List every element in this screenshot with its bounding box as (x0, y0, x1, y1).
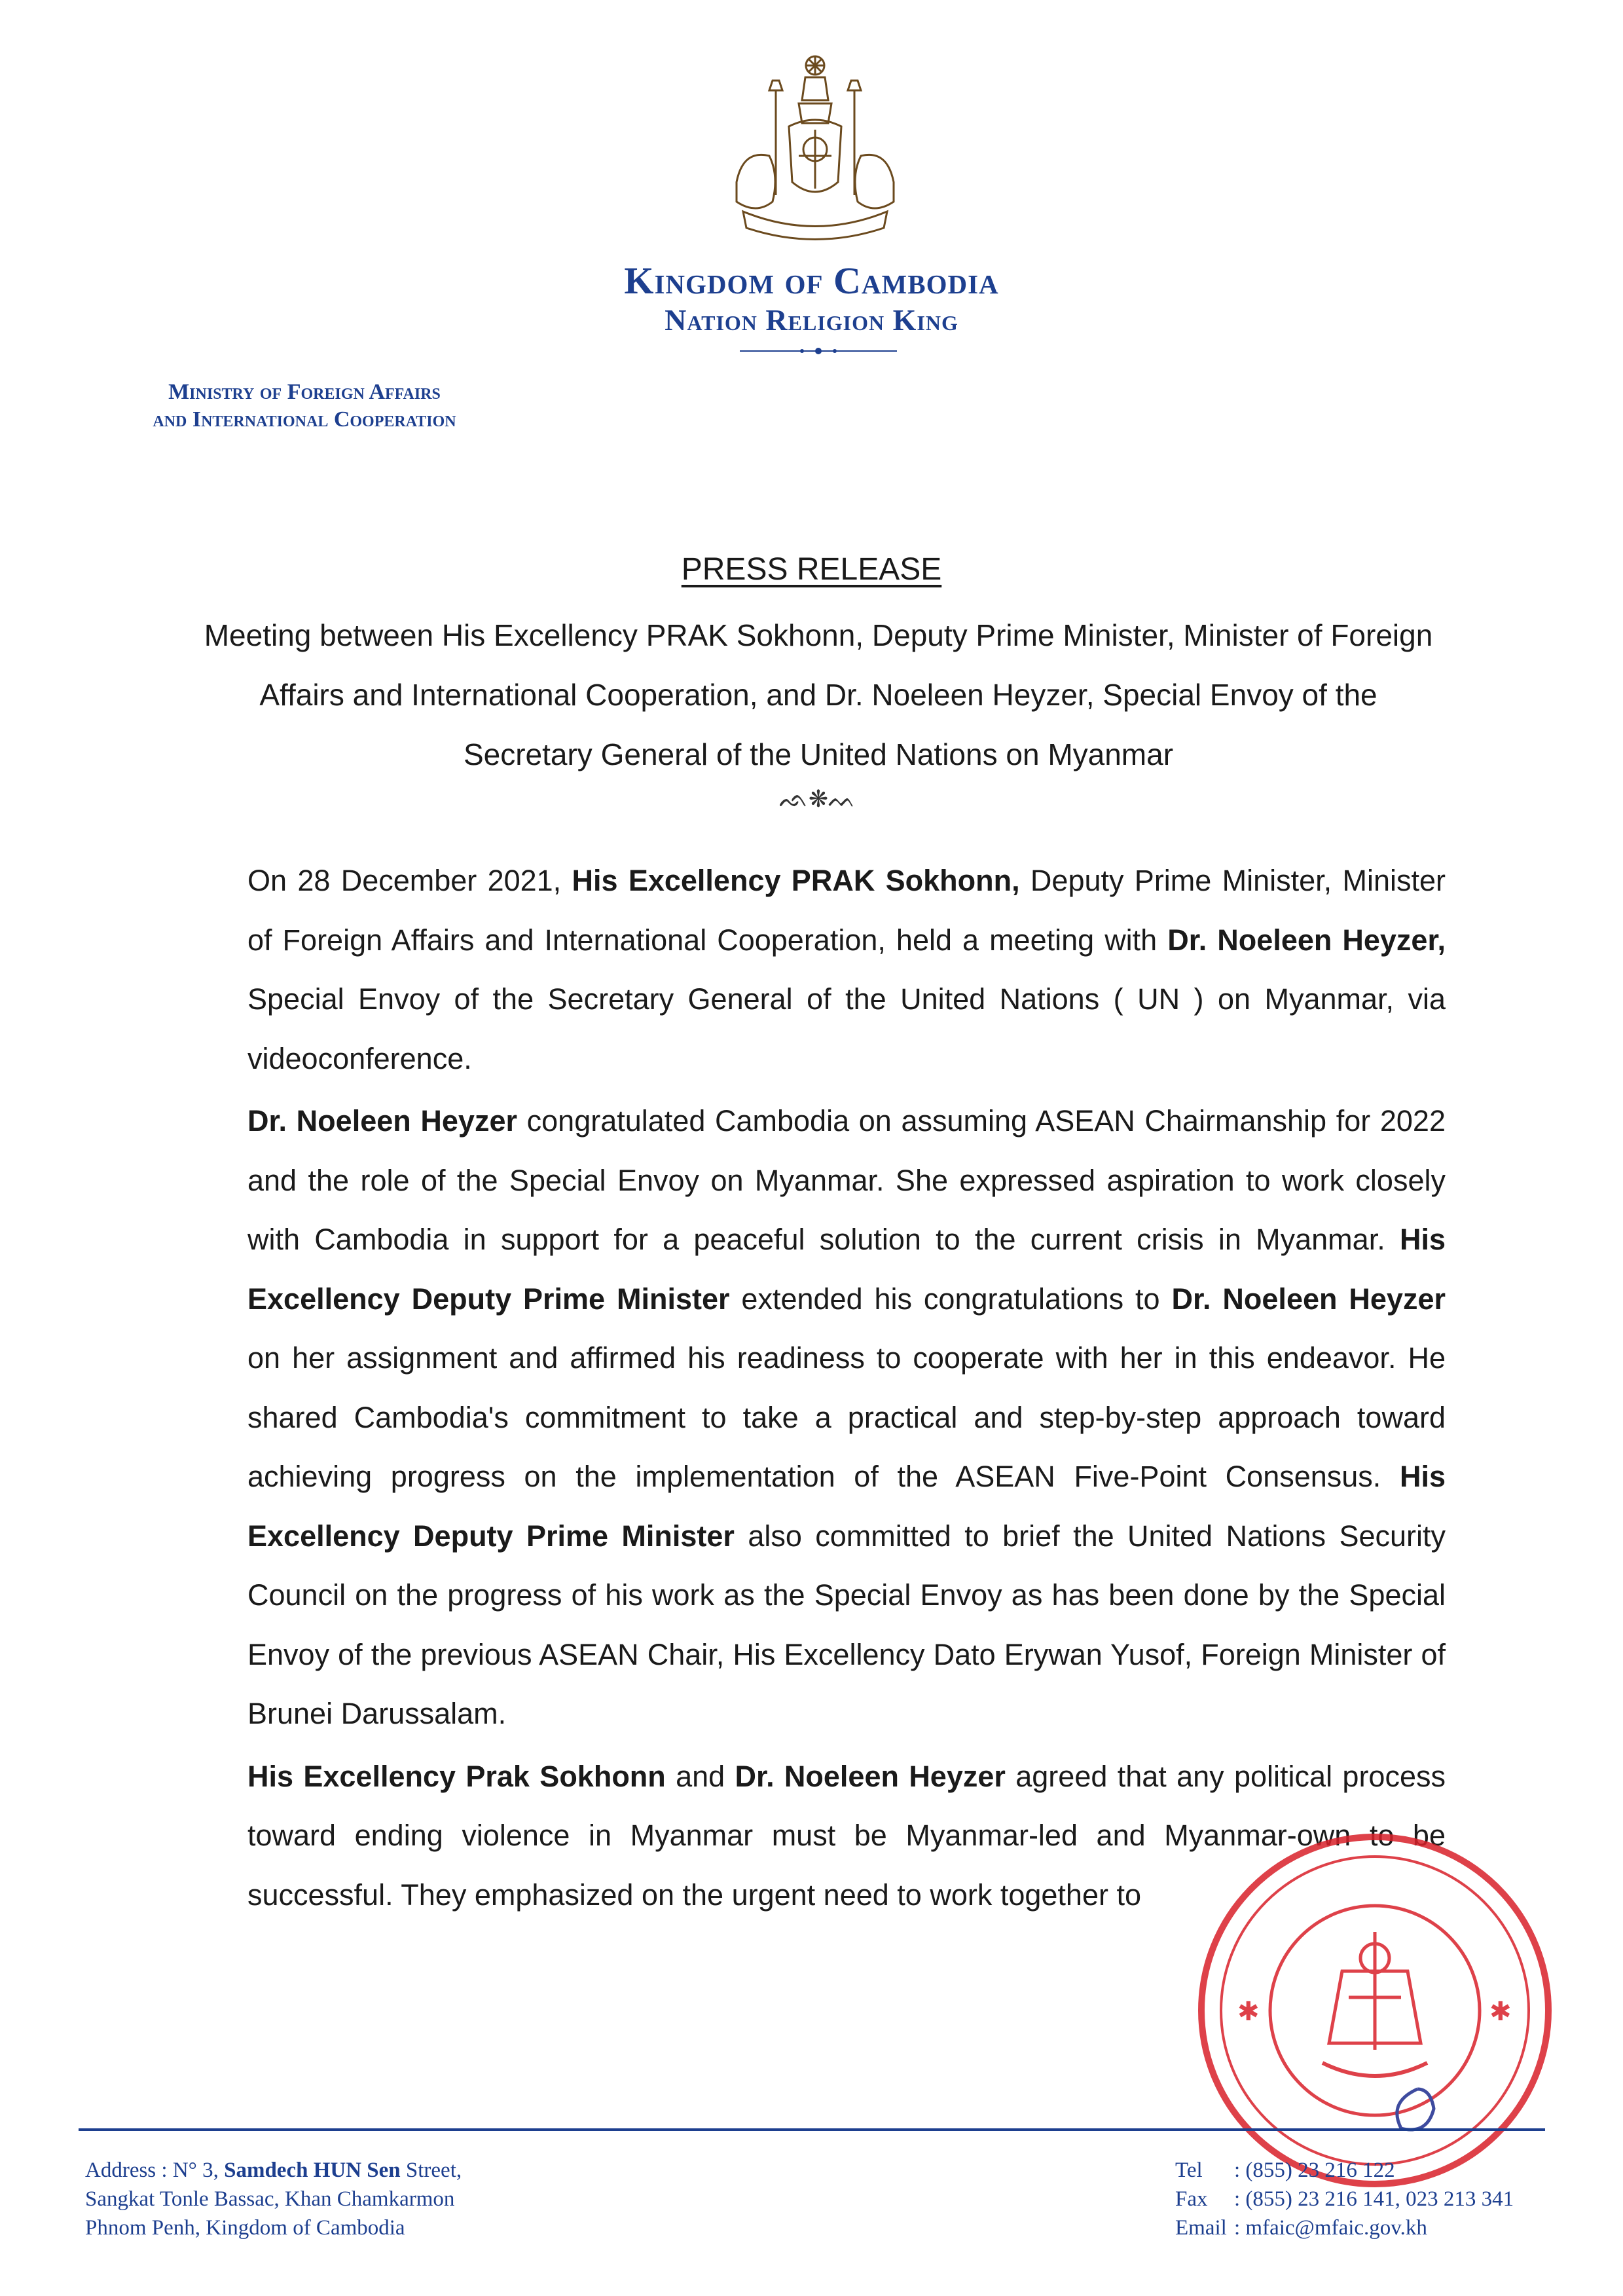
document-title: PRESS RELEASE (681, 552, 942, 587)
footer-contact: Tel : (855) 23 216 122 Fax : (855) 23 216 141, 023 213 341 Email : mfaic@mfaic.gov.kh (1175, 2158, 1514, 2240)
ministry-name-line1: Ministry of Foreign Affairs (168, 380, 441, 404)
footer-address: Address : N° 3, Samdech HUN Sen Street, Sangkat Tonle Bassac, Khan Chamkarmon Phnom Penh, Kingdom of Cambodia (85, 2158, 462, 2240)
national-motto: Nation Religion King (665, 303, 958, 337)
paragraph-2: Dr. Noeleen Heyzer congratulated Cambodia on assuming ASEAN Chairmanship for 2022 and the role of the Special Envoy on Myanmar. She expressed aspiration to work closely with Cambodia in support for a peaceful solution to the current crisis in Myanmar. His Excellency Deputy Prime Minister extended his congratulations to Dr. Noeleen Heyzer on her assignment and affirmed his readiness to cooperate with her in this endeavor. He shared Cambodia's commitment to take a practical and step-by-step approach toward achieving progress on the implementation of the ASEAN Five-Point Consensus. His Excellency Deputy Prime Minister also committed to brief the United Nations Security Council on the progress of his work as the Special Envoy as has been done by the Special Envoy of the previous ASEAN Chair, His Excellency Dato Erywan Yusof, Foreign Minister of Brunei Darussalam. (247, 1104, 1446, 1730)
fax-number: : (855) 23 216 141, 023 213 341 (1234, 2187, 1514, 2211)
paragraph-3: His Excellency Prak Sokhonn and Dr. Noeleen Heyzer agreed that any political process toward ending violence in Myanmar must be Myanmar-led and Myanmar-own to be successful. They emphasized on the urgent need to work together to (247, 1759, 1446, 1912)
official-seal-stamp-icon (1192, 1827, 1558, 2194)
telephone-number: : (855) 23 216 122 (1234, 2158, 1395, 2182)
section-ornament: ᨒ❋ᨓ (779, 786, 856, 813)
footer-divider (79, 2128, 1545, 2131)
svg-text:✱: ✱ (1489, 1997, 1512, 2027)
divider-ornament-icon (740, 344, 897, 358)
document-subject: Meeting between His Excellency PRAK Sokhonn, Deputy Prime Minister, Minister of Foreign Affairs and International Cooperation, and Dr. Noeleen Heyzer, Special Envoy of the Secretary General of the United Nations on Myanmar (204, 618, 1433, 771)
svg-text:✱: ✱ (1237, 1997, 1260, 2027)
royal-coat-of-arms-emblem (717, 51, 913, 254)
press-release-body (247, 851, 1446, 1928)
ministry-name-line2: and International Cooperation (153, 407, 456, 432)
kingdom-title: Kingdom of Cambodia (624, 259, 999, 302)
paragraph-1: On 28 December 2021, His Excellency PRAK Sokhonn, Deputy Prime Minister, Minister of Foreign Affairs and International Cooperation, held a meeting with Dr. Noeleen Heyzer, Special Envoy of the Secretary General of the United Nations ( UN ) on Myanmar, via videoconference. (247, 864, 1446, 1075)
email-address: : mfaic@mfaic.gov.kh (1234, 2216, 1427, 2240)
